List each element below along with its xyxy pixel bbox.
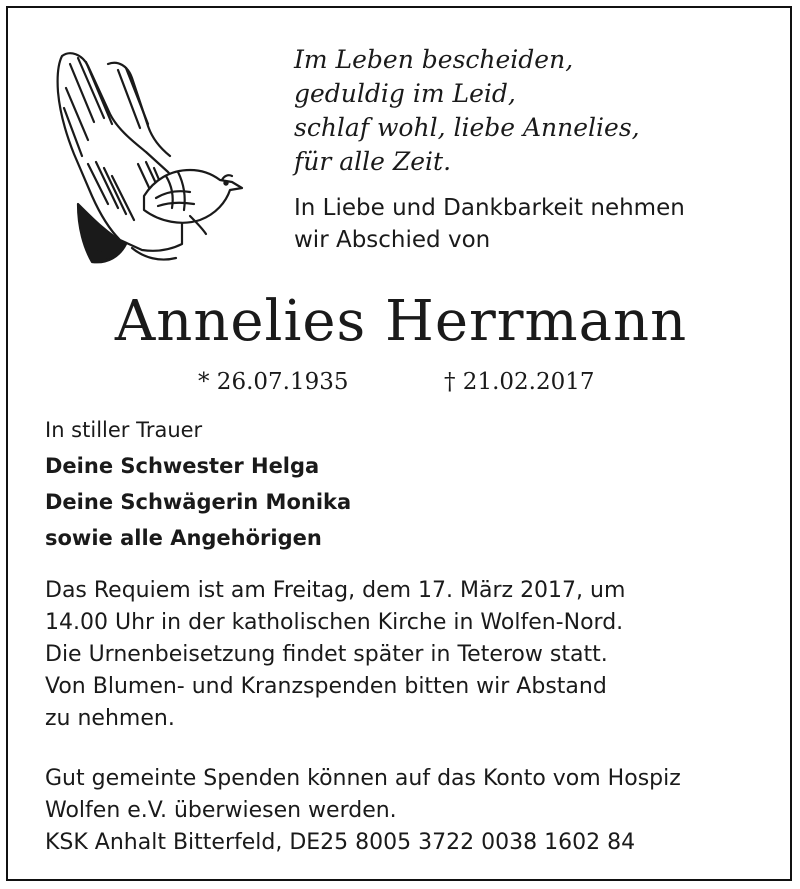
dove-icon <box>136 156 248 236</box>
details-line: 14.00 Uhr in der katholischen Kirche in Wolfen-Nord. <box>45 610 624 635</box>
intro-line: In Liebe und Dankbarkeit nehmen <box>294 195 685 221</box>
donation-line: Gut gemeinte Spenden können auf das Konto vom Hospiz <box>45 766 681 791</box>
death-date: † 21.02.2017 <box>444 369 595 395</box>
farewell-intro <box>294 192 754 256</box>
verse-line: schlaf wohl, liebe Annelies, <box>294 113 640 142</box>
details-line: zu nehmen. <box>45 706 175 731</box>
verse-line: für alle Zeit. <box>294 147 452 176</box>
intro-line: wir Abschied von <box>294 227 491 253</box>
donation-line: Wolfen e.V. überwiesen werden. <box>45 798 397 823</box>
service-details <box>45 575 785 735</box>
mourner-name: sowie alle Angehörigen <box>45 526 322 550</box>
obituary-notice <box>6 6 792 881</box>
mourner-name: Deine Schwester Helga <box>45 454 320 478</box>
deceased-name: Annelies Herrmann <box>114 289 688 354</box>
donation-info <box>45 763 785 859</box>
bank-details: KSK Anhalt Bitterfeld, DE25 8005 3722 0038 1602 84 <box>45 830 636 855</box>
verse-line: Im Leben bescheiden, <box>294 45 574 74</box>
birth-date: * 26.07.1935 <box>198 369 349 395</box>
mourners-block <box>45 412 745 556</box>
details-line: Das Requiem ist am Freitag, dem 17. März 2017, um <box>45 578 626 603</box>
verse-line: geduldig im Leid, <box>294 79 516 108</box>
memorial-verse <box>294 43 754 179</box>
details-line: Von Blumen- und Kranzspenden bitten wir Abstand <box>45 674 607 699</box>
details-line: Die Urnenbeisetzung findet später in Teterow statt. <box>45 642 608 667</box>
mourners-lead: In stiller Trauer <box>45 418 203 442</box>
mourner-name: Deine Schwägerin Monika <box>45 490 352 514</box>
